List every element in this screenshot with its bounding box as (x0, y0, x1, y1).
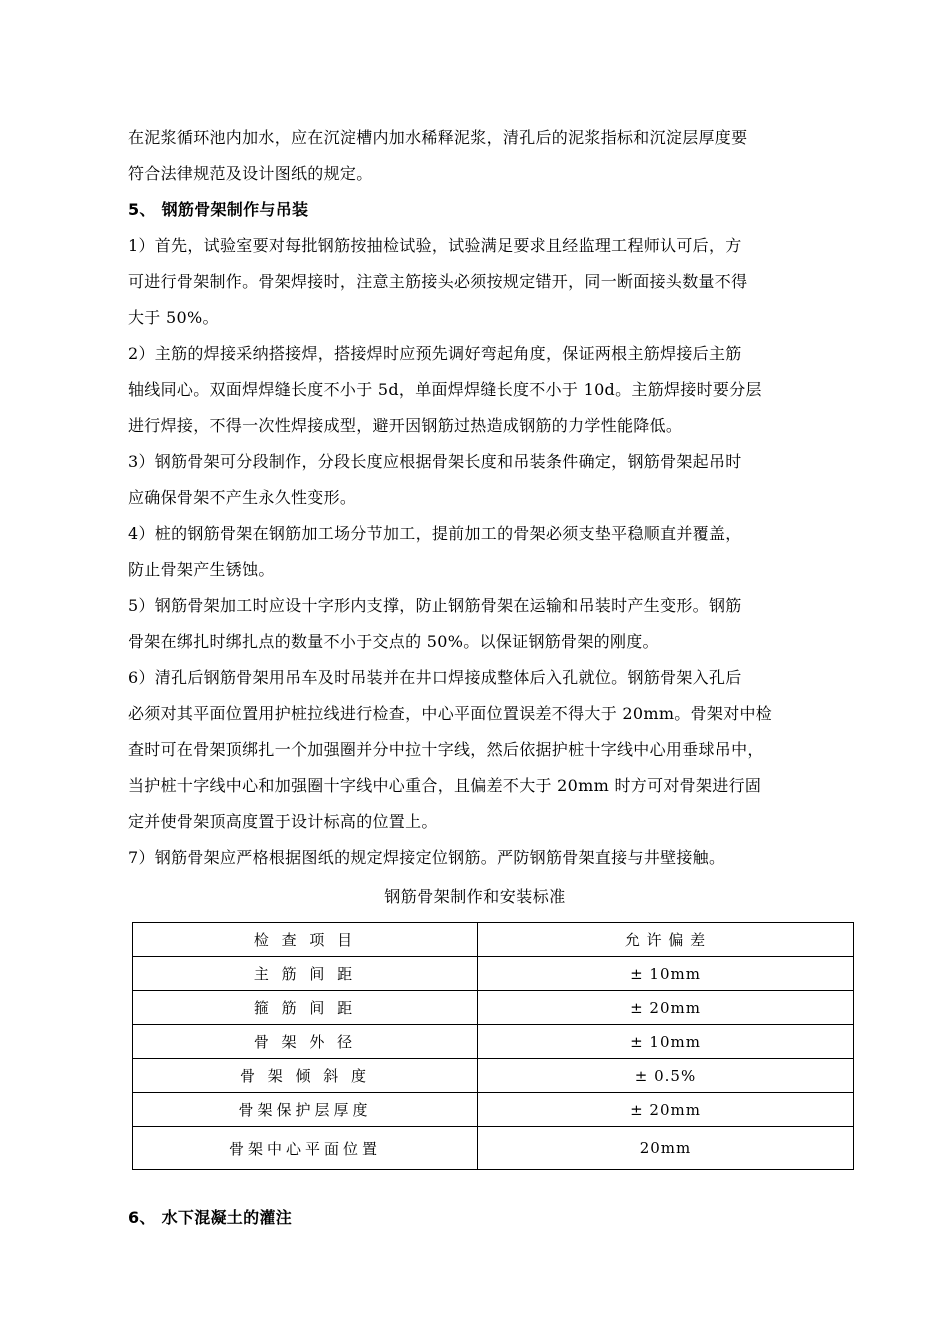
tolerance-table (132, 922, 854, 1170)
paragraph-line: 3）钢筋骨架可分段制作，分段长度应根据骨架长度和吊装条件确定，钢筋骨架起吊时 (128, 452, 742, 471)
paragraph-line: 1）首先，试验室要对每批钢筋按抽检试验，试验满足要求且经监理工程师认可后，方 (128, 236, 742, 255)
paragraph-line: 2）主筋的焊接采纳搭接焊，搭接焊时应预先调好弯起角度，保证两根主筋焊接后主筋 (128, 344, 742, 363)
paragraph-line: 6）清孔后钢筋骨架用吊车及时吊装并在井口焊接成整体后入孔就位。钢筋骨架入孔后 (128, 668, 742, 687)
table-row (133, 1093, 854, 1127)
paragraph-line: 应确保骨架不产生永久性变形。 (128, 488, 357, 507)
row-item: 骨 架 外 径 (133, 1025, 478, 1059)
paragraph-line: 查时可在骨架顶绑扎一个加强圈并分中拉十字线，然后依据护桩十字线中心用垂球吊中， (128, 740, 764, 759)
table-row (133, 991, 854, 1025)
row-tolerance: ± 20mm (478, 1093, 854, 1127)
header-tolerance: 允 许 偏 差 (478, 923, 854, 957)
row-item: 主 筋 间 距 (133, 957, 478, 991)
header-item: 检 查 项 目 (133, 923, 478, 957)
paragraph-line: 防止骨架产生锈蚀。 (128, 560, 275, 579)
row-tolerance: 20mm (478, 1127, 854, 1170)
row-tolerance: ± 0.5% (478, 1059, 854, 1093)
row-tolerance: ± 10mm (478, 957, 854, 991)
paragraph-line: 5）钢筋骨架加工时应设十字形内支撑，防止钢筋骨架在运输和吊装时产生变形。钢筋 (128, 596, 742, 615)
section-heading-5: 5、 钢筋骨架制作与吊装 (128, 200, 309, 219)
row-item: 箍 筋 间 距 (133, 991, 478, 1025)
table-row (133, 1127, 854, 1170)
paragraph-line: 7）钢筋骨架应严格根据图纸的规定焊接定位钢筋。严防钢筋骨架直接与井壁接触。 (128, 848, 726, 867)
row-item: 骨架保护层厚度 (133, 1093, 478, 1127)
paragraph-line: 定并使骨架顶高度置于设计标高的位置上。 (128, 812, 438, 831)
section-heading-6: 6、 水下混凝土的灌注 (128, 1208, 293, 1227)
table-caption: 钢筋骨架制作和安装标准 (384, 887, 566, 906)
paragraph-line: 当护桩十字线中心和加强圈十字线中心重合，且偏差不大于 20mm 时方可对骨架进行固 (128, 776, 762, 795)
row-item: 骨架中心平面位置 (133, 1127, 478, 1170)
row-tolerance: ± 20mm (478, 991, 854, 1025)
row-item: 骨 架 倾 斜 度 (133, 1059, 478, 1093)
paragraph-line: 大于 50%。 (128, 308, 219, 327)
paragraph-line: 骨架在绑扎时绑扎点的数量不小于交点的 50%。以保证钢筋骨架的刚度。 (128, 632, 659, 651)
row-tolerance: ± 10mm (478, 1025, 854, 1059)
paragraph-line: 轴线同心。双面焊焊缝长度不小于 5d，单面焊焊缝长度不小于 10d。主筋焊接时要分层 (128, 380, 762, 399)
paragraph-line: 必须对其平面位置用护桩拉线进行检查，中心平面位置误差不得大于 20mm。骨架对中检 (128, 704, 773, 723)
table-row (133, 1059, 854, 1093)
paragraph-line: 进行焊接，不得一次性焊接成型，避开因钢筋过热造成钢筋的力学性能降低。 (128, 416, 683, 435)
table-row (133, 1025, 854, 1059)
table-row (133, 957, 854, 991)
paragraph-line: 可进行骨架制作。骨架焊接时，注意主筋接头必须按规定错开，同一断面接头数量不得 (128, 272, 748, 291)
paragraph-line: 4）桩的钢筋骨架在钢筋加工场分节加工，提前加工的骨架必须支垫平稳顺直并覆盖， (128, 524, 742, 543)
table-header-row (133, 923, 854, 957)
paragraph-line: 符合法律规范及设计图纸的规定。 (128, 164, 373, 183)
paragraph-line: 在泥浆循环池内加水，应在沉淀槽内加水稀释泥浆，清孔后的泥浆指标和沉淀层厚度要 (128, 128, 748, 147)
